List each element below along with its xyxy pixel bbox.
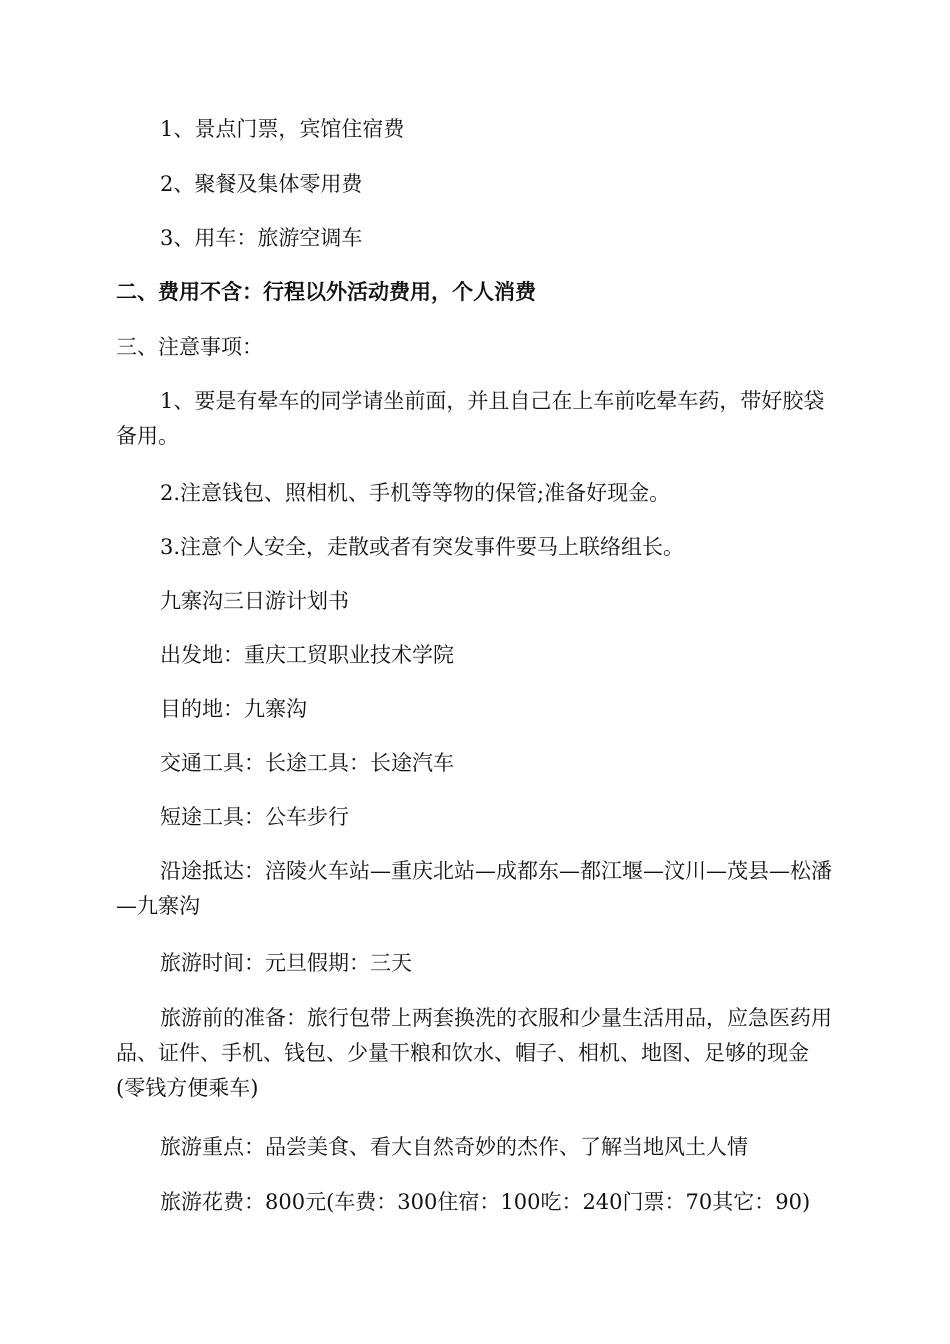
departure-line: 出发地：重庆工贸职业技术学院 (160, 643, 454, 667)
section-heading-excluded-fees: 二、费用不含：行程以外活动费用，个人消费 (116, 280, 536, 304)
plan-title: 九寨沟三日游计划书 (160, 589, 349, 613)
short-transport-line: 短途工具：公车步行 (160, 805, 349, 829)
note-item-1: 1、要是有晕车的同学请坐前面，并且自己在上车前吃晕车药，带好胶袋备用。 (116, 389, 825, 448)
fee-item-1: 1、景点门票，宾馆住宿费 (160, 117, 405, 141)
cost-line: 旅游花费：800元(车费：300住宿：100吃：240门票：70其它：90) (160, 1190, 811, 1214)
fee-item-3: 3、用车：旅游空调车 (160, 226, 363, 250)
preparation-line: 旅游前的准备：旅行包带上两套换洗的衣服和少量生活用品，应急医药用品、证件、手机、钱包、少量干粮和饮水、帽子、相机、地图、足够的现金(零钱方便乘车) (116, 1006, 832, 1100)
transport-line: 交通工具：长途工具：长途汽车 (160, 751, 454, 775)
section-heading-notes: 三、注意事项： (116, 335, 263, 359)
destination-line: 目的地：九寨沟 (160, 697, 307, 721)
fee-item-2: 2、聚餐及集体零用费 (160, 172, 363, 196)
travel-time-line: 旅游时间：元旦假期：三天 (160, 951, 412, 975)
note-item-2: 2.注意钱包、照相机、手机等等物的保管;准备好现金。 (160, 481, 671, 505)
highlights-line: 旅游重点：品尝美食、看大自然奇妙的杰作、了解当地风土人情 (160, 1135, 748, 1159)
route-line: 沿途抵达：涪陵火车站—重庆北站—成都东—都江堰—汶川—茂县—松潘—九寨沟 (116, 859, 832, 918)
note-item-3: 3.注意个人安全，走散或者有突发事件要马上联络组长。 (160, 535, 685, 559)
